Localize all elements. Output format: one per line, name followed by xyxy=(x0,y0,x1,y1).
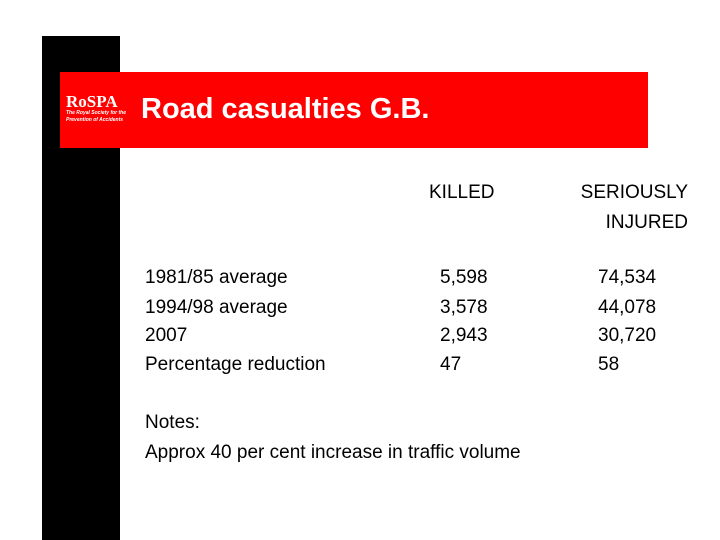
notes-text: Approx 40 per cent increase in traffic volume xyxy=(145,442,521,463)
rospa-logo xyxy=(66,93,134,124)
serious-2007: 30,720 xyxy=(598,325,657,346)
header-killed: KILLED xyxy=(429,182,495,203)
killed-percentage-reduction: 47 xyxy=(440,354,462,375)
row-label-1981-85: 1981/85 average xyxy=(145,267,288,288)
row-label-1994-98: 1994/98 average xyxy=(145,297,288,318)
logo-tagline-line2: Prevention of Accidents xyxy=(66,117,124,123)
logo-wordmark: RoSPA xyxy=(66,92,118,111)
row-label-percentage-reduction: Percentage reduction xyxy=(145,354,326,375)
row-label-2007: 2007 xyxy=(145,325,188,346)
header-injured: INJURED xyxy=(605,212,688,233)
serious-percentage-reduction: 58 xyxy=(598,354,620,375)
serious-1994-98: 44,078 xyxy=(598,297,657,318)
slide-title: Road casualties G.B. xyxy=(141,93,430,125)
serious-1981-85: 74,534 xyxy=(598,267,657,288)
notes-heading: Notes: xyxy=(145,412,200,433)
killed-1981-85: 5,598 xyxy=(440,267,488,288)
killed-2007: 2,943 xyxy=(440,325,488,346)
header-seriously: SERIOUSLY xyxy=(580,182,688,203)
logo-tagline-line1: The Royal Society for the xyxy=(66,110,127,116)
killed-1994-98: 3,578 xyxy=(440,297,488,318)
